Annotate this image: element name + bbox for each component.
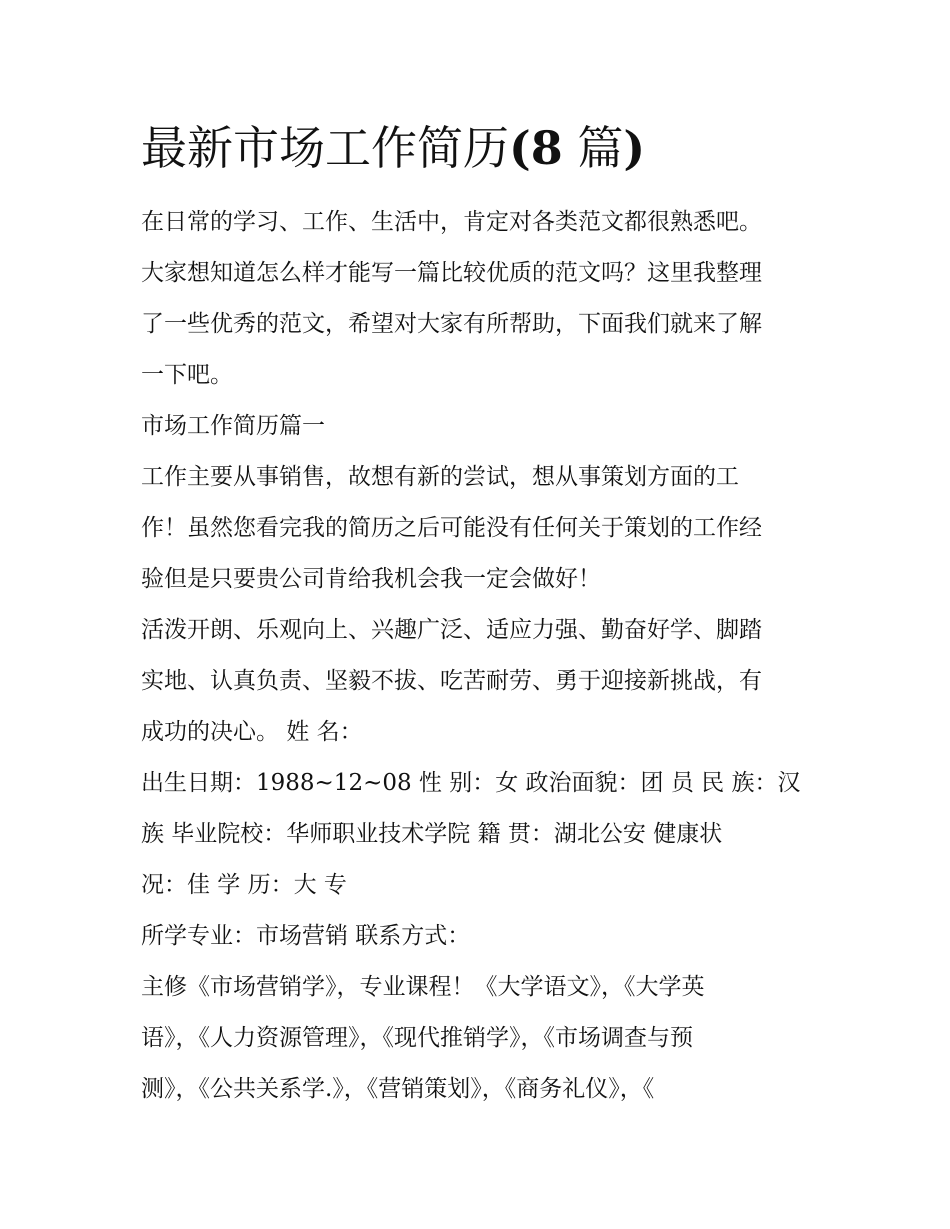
text-line: 活泼开朗、乐观向上、兴趣广泛、适应力强、勤奋好学、脚踏 bbox=[141, 617, 762, 643]
title-main: 最新市场工作简历 bbox=[141, 121, 509, 175]
document-text bbox=[141, 197, 813, 1115]
text-line: 实地、认真负责、坚毅不拔、吃苦耐劳、勇于迎接新挑战，有 bbox=[141, 668, 762, 694]
text-line: 况：佳 学 历：大 专 bbox=[141, 872, 347, 898]
section-heading: 市场工作简历篇一 bbox=[141, 413, 325, 439]
text-line: 一下吧。 bbox=[141, 362, 233, 388]
text-line: 验但是只要贵公司肯给我机会我一定会做好！ bbox=[141, 566, 601, 592]
text-line: 出生日期：1988~12~08 性 别：女 政治面貌：团 员 民 族：汉 bbox=[141, 770, 801, 796]
text-line: 族 毕业院校：华师职业技术学院 籍 贯：湖北公安 健康状 bbox=[141, 821, 723, 847]
text-line: 工作主要从事销售，故想有新的尝试，想从事策划方面的工 bbox=[141, 464, 739, 490]
text-line: 大家想知道怎么样才能写一篇比较优质的范文吗？这里我整理 bbox=[141, 260, 762, 286]
document-body bbox=[141, 112, 813, 1115]
text-line: 了一些优秀的范文，希望对大家有所帮助，下面我们就来了解 bbox=[141, 311, 762, 337]
text-line: 所学专业：市场营销 联系方式： bbox=[141, 923, 471, 949]
text-line: 测》，《公共关系学.》，《营销策划》，《商务礼仪》，《 bbox=[141, 1076, 655, 1102]
document-title bbox=[141, 112, 813, 184]
text-line: 成功的决心。 姓 名： bbox=[141, 719, 363, 745]
text-line: 语》，《人力资源管理》，《现代推销学》，《市场调查与预 bbox=[141, 1025, 693, 1051]
text-line: 在日常的学习、工作、生活中，肯定对各类范文都很熟悉吧。 bbox=[141, 209, 762, 235]
title-count-close: ) bbox=[623, 121, 646, 175]
title-count-open: (8 bbox=[509, 121, 563, 175]
title-count-unit: 篇 bbox=[562, 121, 624, 175]
text-line: 主修《市场营销学》，专业课程！《大学语文》，《大学英 bbox=[141, 974, 705, 1000]
text-line: 作！虽然您看完我的简历之后可能没有任何关于策划的工作经 bbox=[141, 515, 762, 541]
